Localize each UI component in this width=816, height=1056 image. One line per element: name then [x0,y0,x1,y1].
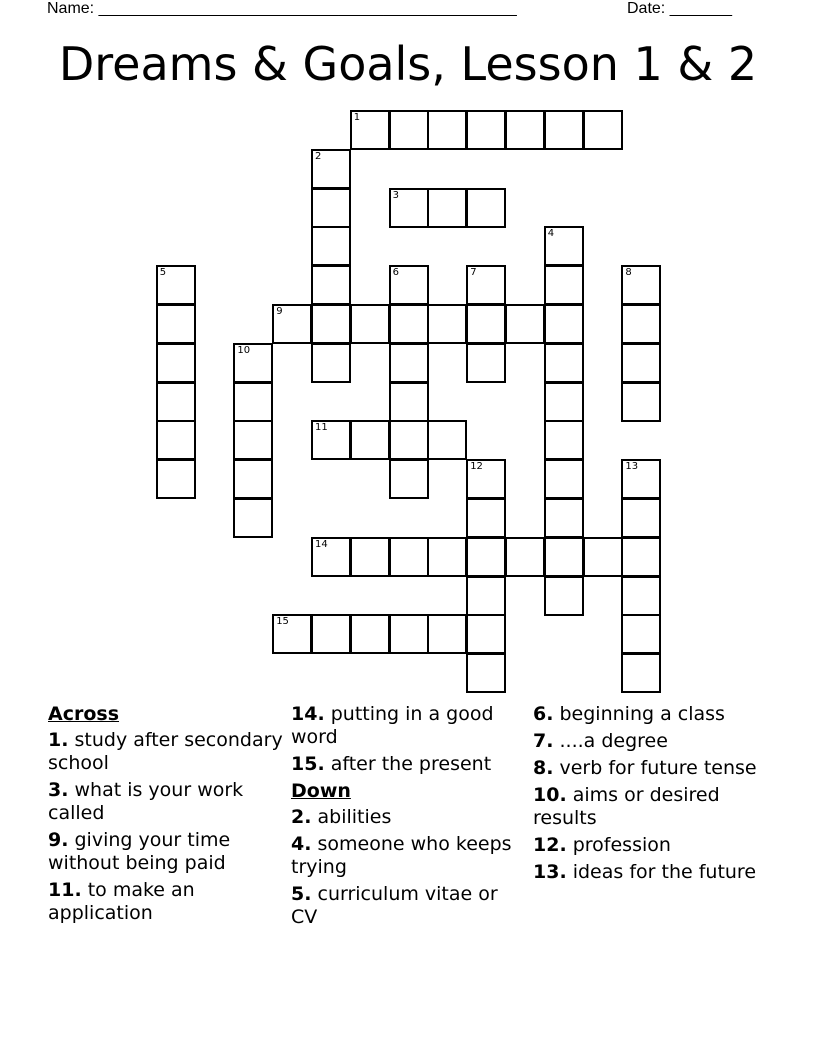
clue-item-number: 12. [533,834,567,856]
grid-cell[interactable] [544,537,584,577]
date-field-label: Date: _______ [627,0,732,17]
grid-cell[interactable] [427,537,467,577]
grid-cell[interactable] [233,343,273,383]
grid-cell[interactable] [505,110,545,150]
grid-cell[interactable] [621,537,661,577]
grid-cell[interactable] [621,459,661,499]
clue-item-text: verb for future tense [559,757,757,779]
grid-cell[interactable] [311,265,351,305]
clue-item-number: 6. [533,703,554,725]
grid-cell[interactable] [389,459,429,499]
clue-item-text: abilities [317,806,392,828]
grid-cell[interactable] [427,614,467,654]
grid-cell[interactable] [505,537,545,577]
grid-cell[interactable] [427,304,467,344]
grid-cell[interactable] [583,110,623,150]
clue-item [48,879,284,925]
grid-cell[interactable] [466,188,506,228]
grid-cell[interactable] [311,420,351,460]
down-clue-list-continued [533,703,783,884]
grid-cell[interactable] [350,614,390,654]
clue-number: 15 [276,616,289,628]
grid-cell[interactable] [466,110,506,150]
grid-cell[interactable] [544,498,584,538]
clue-item-text: aims or desired results [533,784,720,829]
clue-item [48,829,284,875]
grid-cell[interactable] [156,343,196,383]
grid-cell[interactable] [311,537,351,577]
grid-cell[interactable] [466,537,506,577]
grid-cell[interactable] [621,343,661,383]
down-clue-list [291,806,527,929]
clue-item-text: someone who keeps trying [291,833,512,878]
grid-cell[interactable] [427,188,467,228]
grid-cell[interactable] [544,110,584,150]
clue-item [533,757,783,780]
clue-item-number: 1. [48,729,69,751]
clue-number: 14 [315,538,328,550]
grid-cell[interactable] [466,614,506,654]
grid-cell[interactable] [389,188,429,228]
grid-cell[interactable] [311,614,351,654]
clue-item [48,729,284,775]
grid-cell[interactable] [389,110,429,150]
clue-item [533,730,783,753]
grid-cell[interactable] [389,614,429,654]
grid-cell[interactable] [233,498,273,538]
clue-item-number: 11. [48,879,82,901]
grid-cell[interactable] [311,304,351,344]
clue-item-text: profession [572,834,671,856]
clue-number: 2 [315,150,322,162]
clue-item-text: after the present [330,753,492,775]
grid-cell[interactable] [466,459,506,499]
clue-item-number: 2. [291,806,312,828]
grid-cell[interactable] [156,265,196,305]
grid-cell[interactable] [544,382,584,422]
grid-cell[interactable] [621,265,661,305]
grid-cell[interactable] [466,498,506,538]
clue-item [48,779,284,825]
grid-cell[interactable] [233,459,273,499]
grid-cell[interactable] [350,420,390,460]
clue-item-text: ideas for the future [572,861,757,883]
across-heading: Across [48,703,120,725]
clue-item [291,806,527,829]
clue-item [291,703,527,749]
grid-cell[interactable] [621,382,661,422]
clue-item-text: putting in a good word [291,703,494,748]
grid-cell[interactable] [389,382,429,422]
clue-number: 3 [392,189,399,201]
clue-item-number: 15. [291,753,325,775]
clue-item [533,834,783,857]
grid-cell[interactable] [544,420,584,460]
grid-cell[interactable] [272,614,312,654]
grid-cell[interactable] [583,537,623,577]
down-heading: Down [291,780,351,802]
clue-item-number: 4. [291,833,312,855]
page-title: Dreams & Goals, Lesson 1 & 2 [58,37,758,91]
clue-number: 5 [159,267,167,279]
grid-cell[interactable] [389,265,429,305]
clue-item-number: 8. [533,757,554,779]
clue-item-text: curriculum vitae or CV [291,883,498,928]
clue-item [291,833,527,879]
name-field-label: Name: _______________________________________________ [47,0,517,17]
clue-item-number: 5. [291,883,312,905]
grid-cell[interactable] [466,304,506,344]
grid-cell[interactable] [311,226,351,266]
clues-column-3 [533,703,783,888]
across-clue-list-continued [291,703,527,776]
clue-item [291,753,527,776]
grid-cell[interactable] [156,304,196,344]
clue-item [291,883,527,929]
clue-number: 4 [547,228,555,240]
grid-cell[interactable] [621,576,661,616]
grid-cell[interactable] [311,343,351,383]
clue-item-text: to make an application [48,879,195,924]
grid-cell[interactable] [427,110,467,150]
grid-cell[interactable] [389,420,429,460]
clue-item-number: 7. [533,730,554,752]
across-clue-list [48,729,284,925]
grid-cell[interactable] [233,420,273,460]
grid-cell[interactable] [272,304,312,344]
grid-cell[interactable] [621,653,661,693]
clue-item-number: 14. [291,703,325,725]
clue-item [533,784,783,830]
grid-cell[interactable] [389,304,429,344]
clue-number: 9 [276,306,283,317]
grid-cell[interactable] [389,343,429,383]
clues-column-2 [291,703,527,933]
clue-item-text: study after secondary school [48,729,283,774]
grid-cell[interactable] [156,382,196,422]
grid-cell[interactable] [311,149,351,189]
clue-item-text: giving your time without being paid [48,829,231,874]
grid-cell[interactable] [544,343,584,383]
grid-cell[interactable] [233,382,273,422]
clue-number: 6 [392,267,399,279]
clue-number: 12 [470,461,483,473]
clue-item [533,703,783,726]
grid-cell[interactable] [350,110,390,150]
grid-cell[interactable] [544,265,584,305]
clue-item [533,861,783,884]
grid-cell[interactable] [505,304,545,344]
grid-cell[interactable] [544,576,584,616]
grid-cell[interactable] [466,343,506,383]
clue-number: 1 [353,112,361,123]
grid-cell[interactable] [156,459,196,499]
grid-cell[interactable] [544,304,584,344]
clue-number: 8 [625,267,632,279]
grid-cell[interactable] [544,226,584,266]
clues-column-1 [48,703,284,929]
grid-cell[interactable] [156,420,196,460]
grid-cell[interactable] [621,614,661,654]
clue-item-text: ....a degree [559,730,668,752]
grid-cell[interactable] [621,304,661,344]
grid-cell[interactable] [350,304,390,344]
grid-cell[interactable] [466,653,506,693]
grid-cell[interactable] [621,498,661,538]
grid-cell[interactable] [427,420,467,460]
grid-cell[interactable] [466,265,506,305]
clue-item-number: 13. [533,861,567,883]
clue-number: 13 [625,461,639,473]
clue-number: 10 [237,344,251,356]
clue-item-number: 9. [48,829,69,851]
grid-cell[interactable] [350,537,390,577]
clue-number: 7 [470,267,477,279]
grid-cell[interactable] [544,459,584,499]
grid-cell[interactable] [466,576,506,616]
clue-item-number: 10. [533,784,567,806]
grid-cell[interactable] [389,537,429,577]
clue-item-text: what is your work called [48,779,244,824]
grid-cell[interactable] [311,188,351,228]
clue-number: 11 [315,422,328,434]
clue-item-text: beginning a class [559,703,725,725]
clue-item-number: 3. [48,779,69,801]
